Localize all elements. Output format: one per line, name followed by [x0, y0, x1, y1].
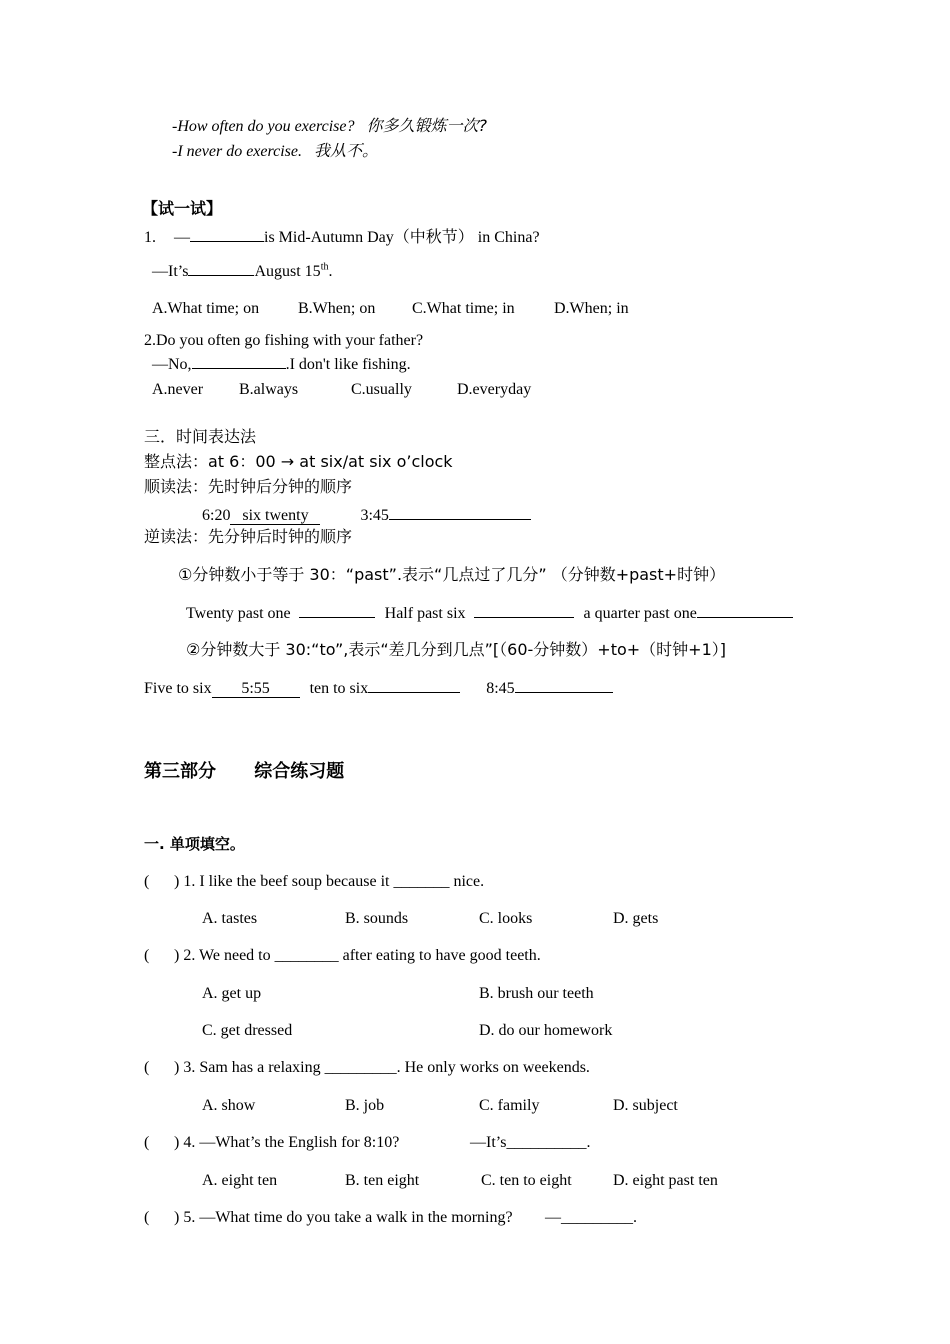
dialog-question [172, 116, 487, 137]
mc-q4 [144, 1133, 399, 1153]
q2-blank[interactable] [192, 368, 286, 369]
whole-hour-rule: 整点法：at 6：00 → at six/at six o’clock [144, 452, 453, 471]
q1-option-d: D.When; in [554, 300, 629, 317]
mc-q5-answer-box[interactable]: ( [144, 1209, 150, 1226]
q1-line2-prefix: —It’s [152, 263, 189, 280]
to-item-1: Five to six [144, 680, 212, 697]
past-item-2: Half past six [384, 605, 466, 622]
to-exercises [144, 679, 613, 699]
dialog-answer [172, 141, 378, 162]
q1-line2-sup: th [320, 261, 329, 273]
to-answer-1: 5:55 [212, 680, 300, 698]
past-rule: ①分钟数小于等于 30：“past”.表示“几点过了几分” （分钟数+past+时钟） [178, 565, 726, 584]
time-heading: 三．时间表达法 [144, 427, 257, 446]
to-item-2: ten to six [309, 680, 369, 697]
q1-line2-blank[interactable] [188, 275, 254, 276]
to-blank-3[interactable] [515, 692, 613, 693]
mc-q1-option-b: B. sounds [345, 910, 409, 927]
dialog-answer-en: -I never do exercise. [172, 143, 302, 160]
mc-q2 [144, 946, 541, 966]
mc-q4-option-d: D. eight past ten [613, 1172, 718, 1189]
mc-q3-stem: ) 3. Sam has a relaxing _________. He only works on weekends. [174, 1059, 590, 1076]
to-blank-2[interactable] [368, 692, 460, 693]
dialog-question-en: -How often do you exercise? [172, 118, 355, 135]
part3-heading: 第三部分 综合练习题 [144, 761, 345, 782]
mc-q2-stem: ) 2. We need to ________ after eating to have good teeth. [174, 947, 541, 964]
mc-q2-option-a: A. get up [202, 985, 262, 1002]
mc-q4-option-b: B. ten eight [345, 1172, 420, 1189]
q1-after: is Mid-Autumn Day（中秋节） in China? [264, 229, 540, 246]
dialog-question-cn: 你多久锻炼一次? [366, 116, 487, 135]
to-rule: ②分钟数大于 30:“to”,表示“差几分到几点”[（60-分钟数）+to+（时钟+1）] [186, 640, 726, 659]
q2-line2-after: .I don't like fishing. [285, 356, 411, 373]
to-item-3: 8:45 [486, 680, 515, 697]
mc-q4-option-c: C. ten to eight [481, 1172, 572, 1189]
mc-q5-stem: ) 5. —What time do you take a walk in the morning? [174, 1209, 513, 1226]
forward-example [202, 506, 531, 526]
mc-q2-option-b: B. brush our teeth [479, 985, 594, 1002]
q2-option-b: B.always [239, 381, 299, 398]
q1-line2-end: . [328, 263, 333, 280]
try-heading: 【试一试】 [142, 199, 223, 218]
example-answer-1: six twenty [230, 507, 320, 525]
q1-option-a: A.What time; on [152, 300, 260, 317]
q1-line2-after: August 15 [254, 263, 321, 280]
past-blank-1[interactable] [299, 617, 375, 618]
part3-subheading: 一. 单项填空。 [144, 835, 245, 853]
mc-q3-answer-box[interactable]: ( [144, 1059, 150, 1076]
past-item-3: a quarter past one [583, 605, 697, 622]
reverse-rule: 逆读法：先分钟后时钟的顺序 [144, 527, 353, 546]
q1-blank[interactable] [190, 241, 264, 242]
mc-q1-answer-box[interactable]: ( [144, 873, 150, 890]
past-blank-2[interactable] [474, 617, 574, 618]
example-time-2: 3:45 [360, 507, 389, 524]
q1-option-b: B.When; on [298, 300, 376, 317]
q1-number: 1. [144, 229, 156, 246]
mc-q4-option-a: A. eight ten [202, 1172, 278, 1189]
mc-q2-option-c: C. get dressed [202, 1022, 293, 1039]
mc-q3-option-d: D. subject [613, 1097, 678, 1114]
past-item-1: Twenty past one [186, 605, 291, 622]
mc-q1 [144, 872, 484, 892]
mc-q5-stem-b: —_________. [545, 1209, 637, 1226]
q1-dash: — [174, 229, 190, 246]
mc-q4-stem-b: —It’s__________. [470, 1134, 591, 1151]
mc-q5 [144, 1208, 513, 1228]
q1-option-c: C.What time; in [412, 300, 515, 317]
mc-q1-option-c: C. looks [479, 910, 533, 927]
mc-q4-answer-box[interactable]: ( [144, 1134, 150, 1151]
example-blank-2[interactable] [389, 519, 531, 520]
q2-option-c: C.usually [351, 381, 412, 398]
q2-option-d: D.everyday [457, 381, 532, 398]
forward-rule: 顺读法：先时钟后分钟的顺序 [144, 477, 353, 496]
example-time-1: 6:20 [202, 507, 231, 524]
past-exercises [186, 604, 793, 624]
q2-line2-prefix: —No, [152, 356, 192, 373]
mc-q3-option-b: B. job [345, 1097, 385, 1114]
q2-line2 [152, 355, 411, 375]
mc-q2-option-d: D. do our homework [479, 1022, 613, 1039]
mc-q2-answer-box[interactable]: ( [144, 947, 150, 964]
mc-q1-stem: ) 1. I like the beef soup because it _______ nice. [174, 873, 485, 890]
q1-line2 [152, 262, 332, 282]
mc-q1-option-a: A. tastes [202, 910, 258, 927]
mc-q3 [144, 1058, 590, 1078]
mc-q3-option-a: A. show [202, 1097, 256, 1114]
mc-q3-option-c: C. family [479, 1097, 540, 1114]
q2-stem: 2.Do you often go fishing with your father? [144, 332, 424, 349]
mc-q1-option-d: D. gets [613, 910, 659, 927]
past-blank-3[interactable] [697, 617, 793, 618]
q1-line1 [144, 228, 540, 248]
dialog-answer-cn: 我从不。 [314, 141, 379, 160]
q2-option-a: A.never [152, 381, 204, 398]
mc-q4-stem: ) 4. —What’s the English for 8:10? [174, 1134, 400, 1151]
